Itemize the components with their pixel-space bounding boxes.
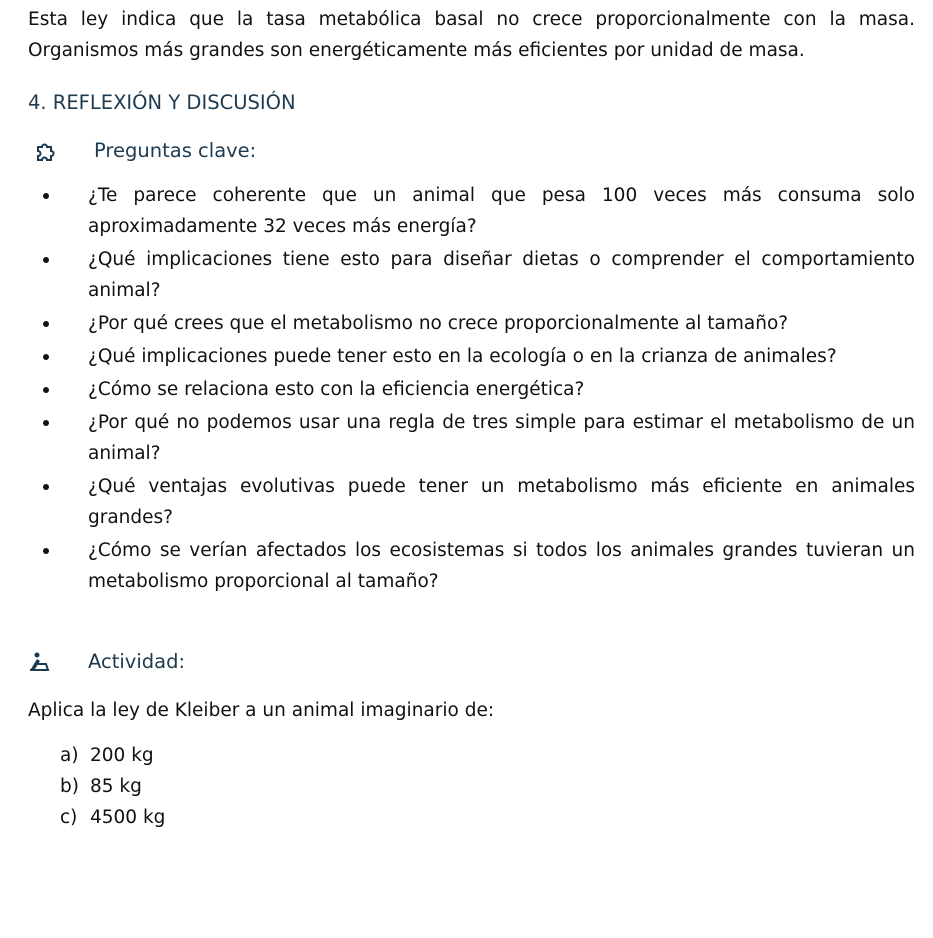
option-item: c) 4500 kg <box>60 807 166 828</box>
questions-heading <box>34 136 915 166</box>
activity-options <box>28 740 915 833</box>
activity-heading <box>28 647 915 677</box>
activity-instruction: Aplica la ley de Kleiber a un animal imaginario de: <box>28 700 495 721</box>
list-item: ¿Cómo se relaciona esto con la eficiencia energética? <box>28 374 915 405</box>
questions-title: Preguntas clave: <box>94 139 257 162</box>
list-item: ¿Qué implicaciones puede tener esto en la ecología o en la crianza de animales? <box>28 341 915 372</box>
option-item: b) 85 kg <box>60 776 142 797</box>
puzzle-icon <box>34 140 94 162</box>
list-item: ¿Te parece coherente que un animal que pesa 100 veces más consuma solo aproximadamente 32 veces más energía? <box>28 180 915 242</box>
list-item: ¿Qué implicaciones tiene esto para diseñar dietas o comprender el comportamiento animal? <box>28 244 915 306</box>
list-item: ¿Cómo se verían afectados los ecosistemas si todos los animales grandes tuvieran un metabolismo proporcional al tamaño? <box>28 535 915 597</box>
section-heading: 4. REFLEXIÓN Y DISCUSIÓN <box>28 91 296 114</box>
intro-paragraph: Esta ley indica que la tasa metabólica basal no crece proporcionalmente con la masa. Organismos más grandes son energéticamente más eficientes por unidad de masa. <box>28 9 915 61</box>
list-item: ¿Por qué no podemos usar una regla de tres simple para estimar el metabolismo de un animal? <box>28 407 915 469</box>
questions-list <box>28 180 915 597</box>
option-item: a) 200 kg <box>60 745 154 766</box>
writing-hand-icon <box>28 651 88 673</box>
activity-title: Actividad: <box>88 650 186 673</box>
list-item: ¿Qué ventajas evolutivas puede tener un metabolismo más eficiente en animales grandes? <box>28 471 915 533</box>
list-item: ¿Por qué crees que el metabolismo no crece proporcionalmente al tamaño? <box>28 308 915 339</box>
